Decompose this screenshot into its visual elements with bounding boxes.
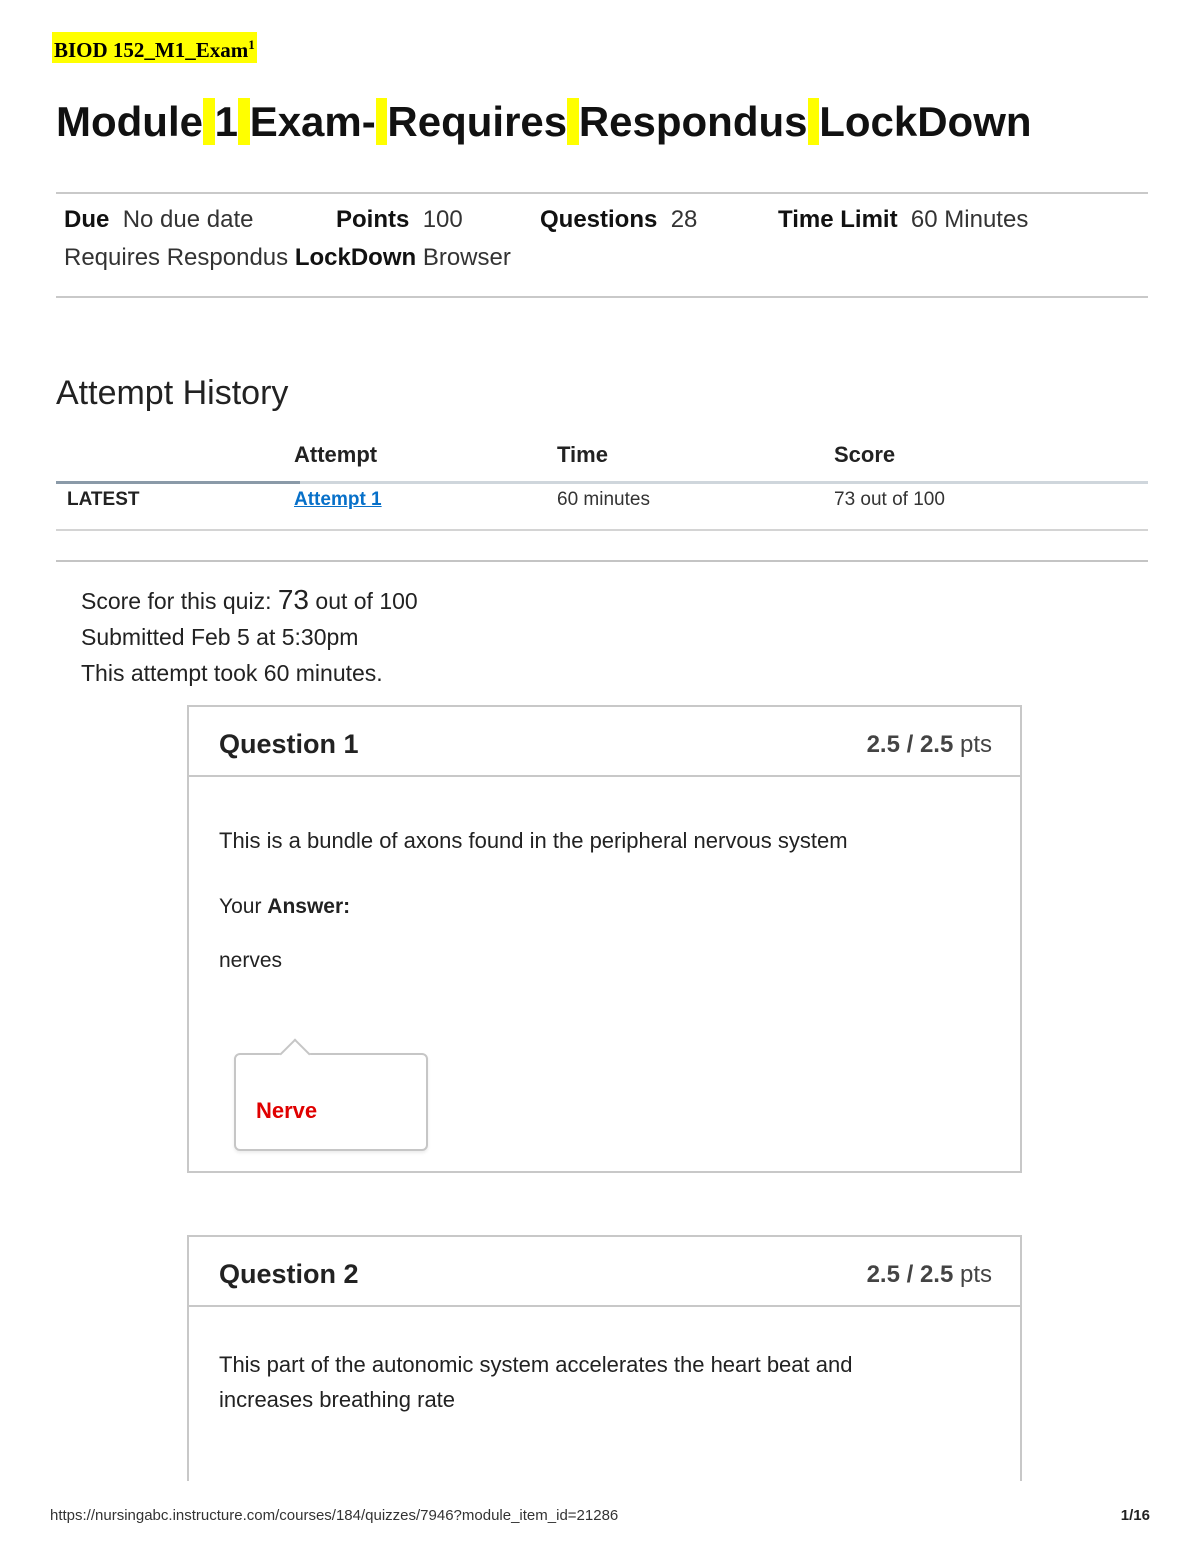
- attempt-history-heading: Attempt History: [56, 374, 289, 412]
- attempt-duration: This attempt took 60 minutes.: [81, 660, 383, 686]
- correct-answer-text: Nerve: [256, 1098, 318, 1123]
- divider: [56, 560, 1148, 562]
- page-number: 1/16: [1120, 1507, 1150, 1524]
- question-header: [189, 1237, 1020, 1307]
- question-header: [189, 707, 1020, 777]
- quiz-questions: Questions 28: [540, 206, 698, 233]
- correct-answer-callout: [234, 1053, 428, 1151]
- table-header-divider: [56, 481, 1148, 484]
- divider: [56, 192, 1148, 194]
- quiz-title: Module 1 Exam- Requires Respondus LockDown: [56, 98, 1032, 145]
- attempt-1-link[interactable]: Attempt 1: [294, 489, 382, 510]
- question-text: This part of the autonomic system accelerates the heart beat and increases breathing rate: [219, 1352, 853, 1412]
- quiz-points: Points 100: [336, 206, 463, 233]
- divider: [56, 296, 1148, 298]
- quiz-score-summary: Score for this quiz: 73 out of 100: [81, 584, 418, 615]
- submitted-time: Submitted Feb 5 at 5:30pm: [81, 624, 359, 650]
- attempt-row-label: LATEST: [67, 489, 140, 510]
- column-header-time: Time: [557, 442, 608, 467]
- quiz-time-limit: Time Limit 60 Minutes: [778, 206, 1029, 233]
- question-card: [187, 705, 1022, 1173]
- column-header-attempt: Attempt: [294, 442, 378, 467]
- question-card: [187, 1235, 1022, 1481]
- question-text: This is a bundle of axons found in the peripheral nervous system: [219, 828, 848, 853]
- your-answer-value: nerves: [219, 949, 283, 972]
- page-url: https://nursingabc.instructure.com/courses/184/quizzes/7946?module_item_id=21286: [50, 1507, 619, 1524]
- question-points: 2.5 / 2.5 pts: [866, 731, 992, 758]
- question-points: 2.5 / 2.5 pts: [866, 1261, 992, 1288]
- callout-pointer: [279, 1038, 310, 1069]
- question-title: Question 2: [219, 1259, 359, 1289]
- column-header-score: Score: [834, 442, 896, 467]
- your-answer-label: Your Answer:: [219, 895, 351, 918]
- question-title: Question 1: [219, 729, 359, 759]
- quiz-due: Due No due date: [64, 206, 254, 233]
- attempt-score: 73 out of 100: [834, 489, 945, 510]
- divider: [56, 529, 1148, 531]
- attempt-time: 60 minutes: [557, 489, 650, 510]
- quiz-requirement: Requires Respondus LockDown Browser: [64, 244, 511, 271]
- document-tag: BIOD 152_M1_Exam$^1$: [52, 32, 257, 63]
